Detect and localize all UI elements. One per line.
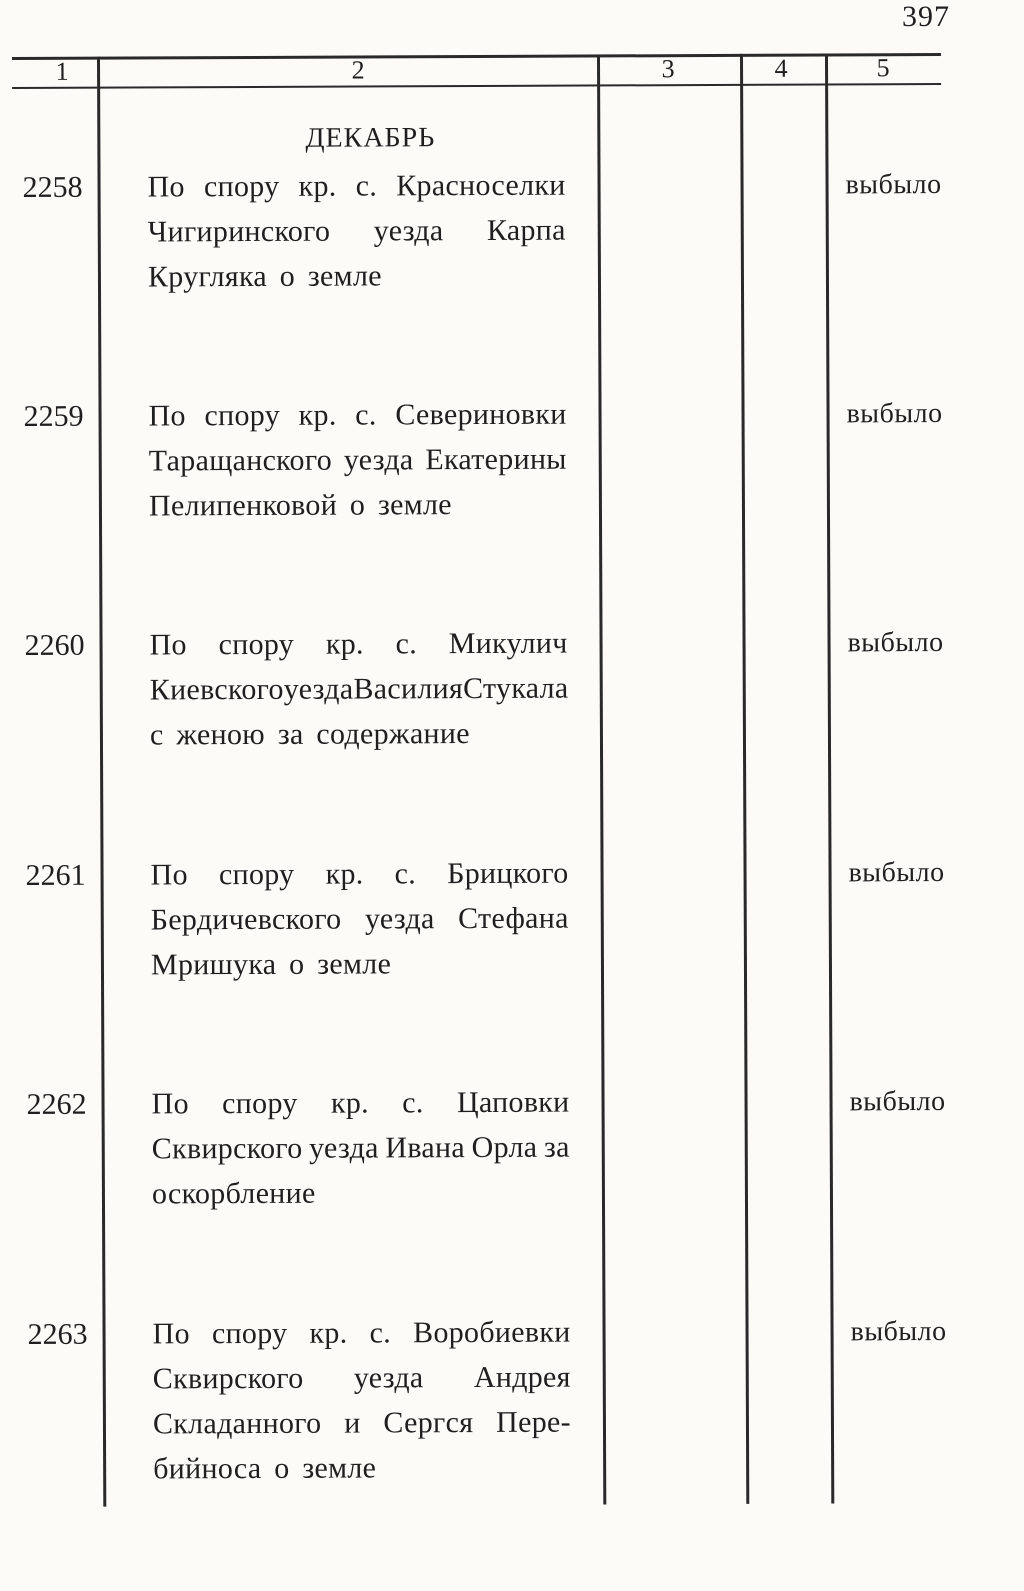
case-text-line: бийноса о земле	[153, 1451, 377, 1486]
month-section-title: ДЕКАБРЬ	[305, 122, 436, 154]
case-status: выбыло	[846, 397, 943, 430]
case-text-line	[150, 851, 568, 898]
table-top-border	[12, 53, 941, 60]
word: с.	[395, 627, 418, 661]
word: уезда	[283, 672, 354, 706]
column-header-4: 4	[774, 53, 788, 83]
table-row	[5, 1308, 1024, 1486]
word: Сергся	[383, 1406, 474, 1440]
case-text	[147, 163, 566, 300]
word: уезда	[343, 443, 414, 477]
case-status: выбыло	[847, 626, 944, 659]
column-header-3: 3	[661, 54, 675, 84]
case-text	[151, 1080, 570, 1217]
case-text-line	[149, 437, 567, 484]
case-number: 2262	[26, 1087, 87, 1121]
case-status: выбыло	[848, 856, 945, 889]
case-text-line	[149, 621, 567, 668]
word: Андрея	[473, 1360, 571, 1395]
word: По	[149, 628, 187, 662]
case-number: 2261	[25, 858, 86, 892]
word: кр.	[298, 398, 337, 432]
column-divider-4-5	[825, 53, 834, 1503]
case-status: выбыло	[850, 1315, 947, 1348]
case-text-line	[152, 1125, 570, 1172]
word: Чигиринского	[147, 214, 331, 249]
word: уезда	[309, 1131, 379, 1165]
case-number: 2260	[24, 628, 85, 662]
word: Складанного	[152, 1406, 322, 1441]
word: кр.	[325, 627, 364, 661]
word: Карпа	[486, 213, 566, 247]
word: Сквирского	[152, 1361, 304, 1396]
case-text	[150, 851, 569, 988]
word: с.	[355, 398, 377, 432]
case-text-line	[147, 163, 565, 210]
column-header-2: 2	[351, 55, 365, 85]
word: с.	[369, 1316, 392, 1350]
case-text	[149, 621, 568, 758]
case-text-line: Мришука о земле	[150, 947, 392, 982]
word: По	[148, 399, 186, 433]
word: за	[543, 1130, 570, 1164]
table-row	[0, 161, 1024, 294]
word: и	[344, 1406, 361, 1440]
word: Воробиевки	[413, 1315, 571, 1350]
column-divider-2-3	[597, 54, 606, 1504]
word: Орла	[471, 1130, 538, 1165]
case-number: 2258	[22, 170, 83, 204]
case-text-line	[152, 1310, 570, 1357]
word: Ивана	[385, 1131, 466, 1165]
case-number: 2259	[23, 399, 84, 433]
table-row	[2, 619, 1024, 752]
case-text-line: с женою за содержание	[149, 717, 470, 752]
case-text	[148, 392, 567, 529]
word: По	[152, 1317, 190, 1351]
word: спору	[203, 169, 280, 204]
word: Сквирского	[151, 1131, 303, 1166]
word: Василия	[353, 672, 464, 706]
case-text	[152, 1310, 571, 1492]
case-text-line	[148, 208, 566, 255]
page-number: 397	[902, 0, 950, 33]
case-text-line	[153, 1355, 571, 1402]
word: спору	[211, 1316, 288, 1351]
word: спору	[222, 1086, 298, 1121]
case-text-line	[153, 1400, 571, 1447]
case-status: выбыло	[845, 168, 942, 201]
word: уезда	[373, 214, 444, 248]
column-divider-1-2	[97, 57, 106, 1507]
word: кр.	[325, 857, 364, 891]
word: кр.	[309, 1316, 348, 1350]
word: Пере-	[496, 1405, 572, 1439]
case-number: 2263	[27, 1317, 88, 1351]
word: с.	[355, 169, 378, 203]
case-text-line	[148, 392, 566, 439]
case-status: выбыло	[849, 1085, 946, 1118]
case-text-line	[151, 1080, 569, 1127]
word: кр.	[298, 169, 337, 203]
table-row	[1, 390, 1024, 523]
word: Цаповки	[456, 1085, 570, 1120]
table-header-border	[12, 83, 941, 89]
column-header-5: 5	[876, 53, 890, 83]
case-text-line: оскорбление	[151, 1176, 316, 1211]
word: с.	[402, 1086, 424, 1120]
word: спору	[204, 398, 281, 433]
word: Киевского	[149, 672, 284, 707]
word: Таращанского	[148, 443, 333, 478]
word: уезда	[353, 1361, 424, 1395]
table-row	[3, 849, 1024, 982]
word: Стукала	[462, 671, 569, 706]
word: Микулич	[448, 626, 568, 661]
case-text-line	[150, 666, 568, 713]
word: По	[147, 170, 185, 204]
word: спору	[218, 627, 295, 662]
word: уезда	[364, 902, 435, 936]
word: Брицкого	[447, 856, 569, 891]
word: По	[150, 858, 188, 892]
word: Севериновки	[395, 397, 567, 432]
word: По	[151, 1087, 189, 1121]
case-text-line: Пелипенковой о земле	[148, 488, 452, 523]
word: Стефана	[458, 901, 569, 936]
column-divider-3-4	[740, 54, 749, 1504]
table-row	[4, 1078, 1024, 1211]
word: кр.	[330, 1086, 369, 1120]
case-text-line: Кругляка о земле	[147, 259, 382, 294]
word: Красноселки	[396, 168, 566, 203]
word: спору	[218, 857, 295, 892]
case-text-line	[151, 896, 569, 943]
word: с.	[394, 857, 417, 891]
word: Екатерины	[425, 442, 567, 477]
word: Бердичевского	[150, 902, 342, 937]
column-header-1: 1	[55, 56, 69, 86]
